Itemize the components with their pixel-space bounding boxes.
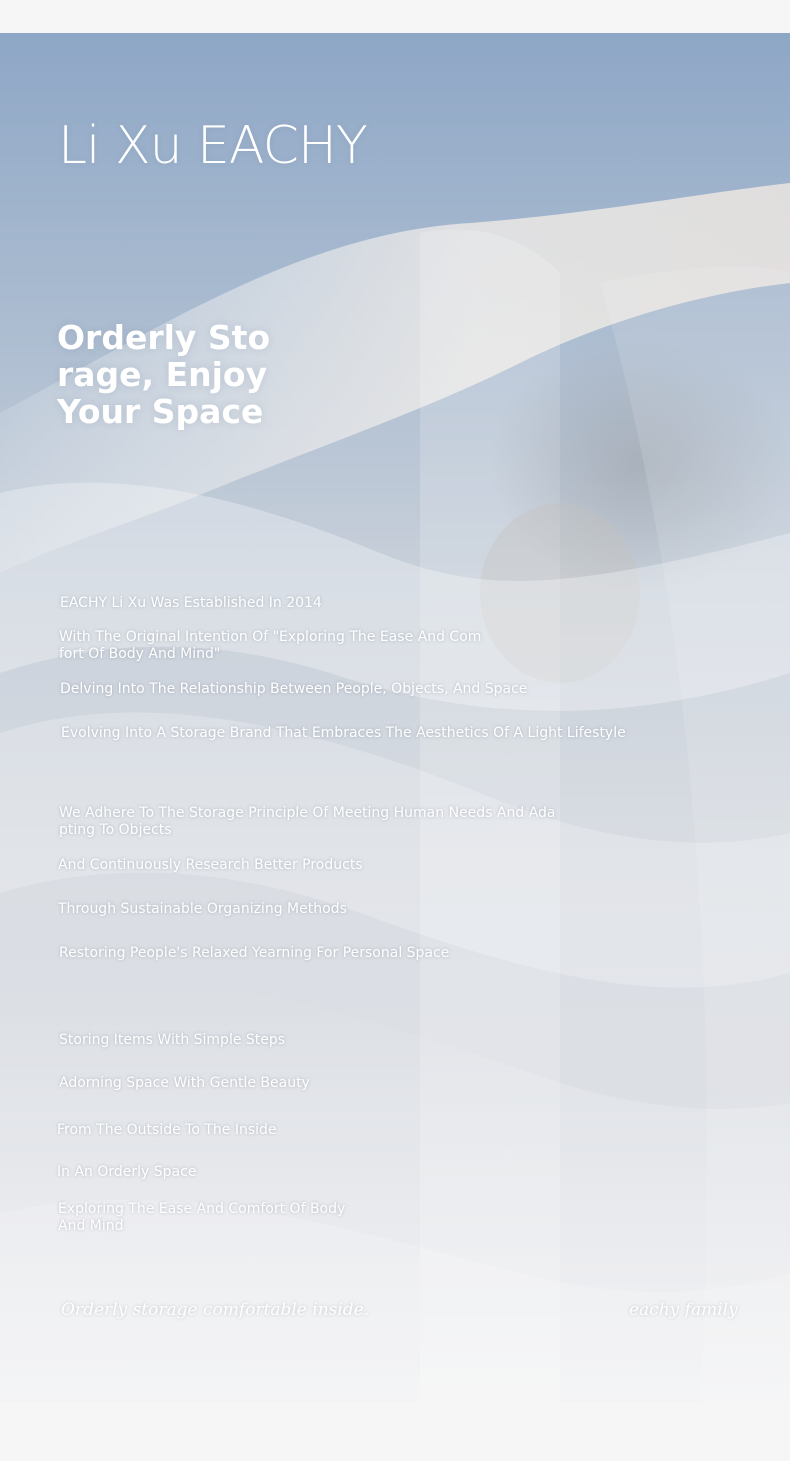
closing-line-2: Adorning Space With Gentle Beauty	[59, 1075, 310, 1091]
brand-title: Li Xu EACHY	[58, 116, 367, 176]
footer-tagline: Orderly storage comfortable inside.	[61, 1300, 370, 1320]
principle-line-3: Through Sustainable Organizing Methods	[58, 901, 347, 917]
principle-line-2: And Continuously Research Better Products	[58, 857, 363, 873]
closing-line-4: In An Orderly Space	[57, 1164, 197, 1180]
intro-line-2: With The Original Intention Of "Exploring The Ease And Com fort Of Body And Mind"	[59, 629, 482, 662]
closing-line-1: Storing Items With Simple Steps	[59, 1032, 286, 1048]
fabric-veil-illustration	[0, 33, 790, 1402]
closing-line-5: Exploring The Ease And Comfort Of Body And Mind	[58, 1201, 346, 1234]
headline: Orderly Sto rage, Enjoy Your Space	[57, 318, 271, 431]
principle-line-1: We Adhere To The Storage Principle Of Meeting Human Needs And Ada pting To Objects	[59, 805, 556, 838]
principle-line-4: Restoring People's Relaxed Yearning For Personal Space	[59, 945, 450, 961]
footer-signature: eachy family	[629, 1300, 738, 1320]
closing-line-3: From The Outside To The Inside	[57, 1122, 277, 1138]
intro-line-3: Delving Into The Relationship Between People, Objects, And Space	[60, 681, 528, 697]
intro-line-4: Evolving Into A Storage Brand That Embraces The Aesthetics Of A Light Lifestyle	[61, 725, 626, 741]
intro-line-1: EACHY Li Xu Was Established In 2014	[60, 595, 322, 611]
hero-banner	[0, 33, 790, 1402]
